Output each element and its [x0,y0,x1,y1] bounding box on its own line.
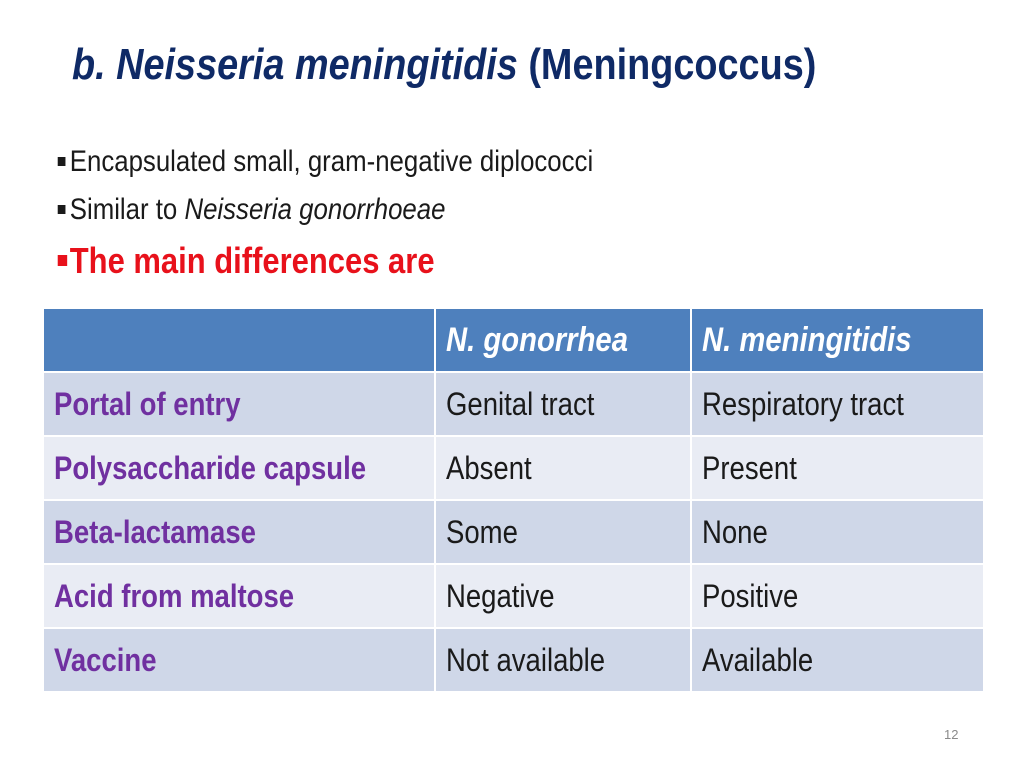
cell-gonorrhea: Genital tract [435,372,691,436]
bullet-encapsulated-text: Encapsulated small, gram-negative diplococci [69,145,594,178]
comparison-table [42,307,985,693]
table-row [43,564,984,628]
cell-meningitidis: Present [691,436,984,500]
bullet-similar-prefix: Similar to [69,193,185,226]
cell-gonorrhea: Negative [435,564,691,628]
header-gonorrhea: N. gonorrhea [435,308,691,372]
bullet-encapsulated [56,140,830,188]
row-label: Polysaccharide capsule [43,436,435,500]
header-meningitidis: N. meningitidis [691,308,984,372]
table-row [43,500,984,564]
bullet-list [56,140,956,290]
page-number: 12 [944,727,959,742]
row-label: Portal of entry [43,372,435,436]
cell-meningitidis: Positive [691,564,984,628]
table-header-row [43,308,984,372]
bullet-main-differences-text: The main differences are [69,240,435,281]
slide-title [72,40,880,90]
cell-meningitidis: Respiratory tract [691,372,984,436]
cell-gonorrhea: Absent [435,436,691,500]
bullet-similar [56,188,830,236]
row-label: Acid from maltose [43,564,435,628]
header-empty [43,308,435,372]
row-label: Vaccine [43,628,435,692]
cell-meningitidis: Available [691,628,984,692]
bullet-similar-italic: Neisseria gonorrhoeae [184,193,446,226]
table-row [43,628,984,692]
cell-gonorrhea: Some [435,500,691,564]
bullet-main-differences [56,236,830,290]
table-row [43,436,984,500]
title-italic: b. Neisseria meningitidis [72,40,518,89]
cell-meningitidis: None [691,500,984,564]
row-label: Beta-lactamase [43,500,435,564]
table-row [43,372,984,436]
cell-gonorrhea: Not available [435,628,691,692]
title-plain: (Meningcoccus) [528,40,817,89]
